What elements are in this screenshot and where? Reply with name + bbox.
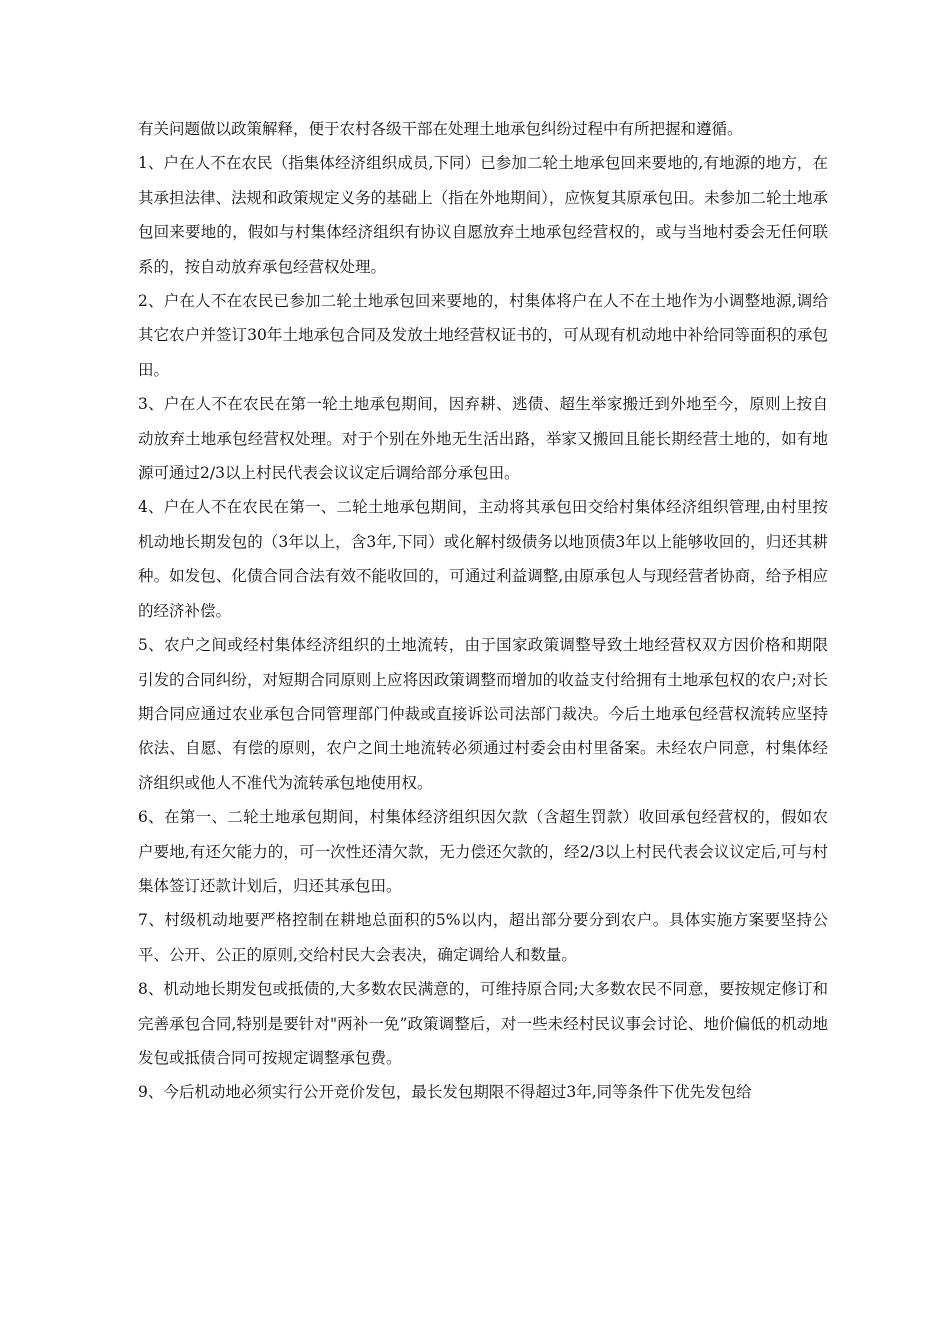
paragraph-item-6: 6、在第一、二轮土地承包期间，村集体经济组织因欠款（含超生罚款）收回承包经营权的，假如农户要地,有还欠能力的，可一次性还清欠款，无力偿还欠款的，经2/3以上村民代表会议议定后,可与村集体签订还款计划后，归还其承包田。 [138, 808, 828, 895]
paragraph-item-8: 8、机动地长期发包或抵债的,大多数农民满意的，可维持原合同;大多数农民不同意，要按规定修订和完善承包合同,特别是要针对"两补一免”政策调整后，对一些未经村民议事会讨论、地价偏低的机动地发包或抵债合同可按规定调整承包费。 [138, 980, 828, 1067]
paragraph-item-5: 5、农户之间或经村集体经济组织的土地流转，由于国家政策调整导致土地经营权双方因价格和期限引发的合同纠纷，对短期合同原则上应将因政策调整而增加的收益支付给拥有土地承包权的农户;对长期合同应通过农业承包合同管理部门仲裁或直接诉讼司法部门裁决。今后土地承包经营权流转应坚持依法、自愿、有偿的原则，农户之间土地流转必须通过村委会由村里备案。未经农户同意，村集体经济组织或他人不准代为流转承包地使用权。 [138, 636, 828, 792]
paragraph-item-2: 2、户在人不在农民已参加二轮土地承包回来要地的，村集体将户在人不在土地作为小调整地源,调给其它农户并签订30年土地承包合同及发放土地经营权证书的，可从现有机动地中补给同等面积的承包田。 [138, 292, 828, 379]
paragraph-item-9: 9、今后机动地必须实行公开竞价发包，最长发包期限不得超过3年,同等条件下优先发包给 [138, 1083, 752, 1102]
paragraph-item-1: 1、户在人不在农民（指集体经济组织成员,下同）已参加二轮土地承包回来要地的,有地源的地方，在其承担法律、法规和政策规定义务的基础上（指在外地期间），应恢复其原承包田。未参加二轮土地承包回来要地的，假如与村集体经济组织有协议自愿放弃土地承包经营权的，或与当地村委会无任何联系的，按自动放弃承包经营权处理。 [138, 154, 828, 276]
document-body [138, 112, 828, 1110]
paragraph-item-3: 3、户在人不在农民在第一轮土地承包期间，因弃耕、逃债、超生举家搬迁到外地至今，原则上按自动放弃土地承包经营权处理。对于个别在外地无生活出路，举家又搬回且能长期经营土地的，如有地源可通过2/3以上村民代表会议议定后调给部分承包田。 [138, 395, 828, 483]
paragraph-item-7: 7、村级机动地要严格控制在耕地总面积的5%以内，超出部分要分到农户。具体实施方案要坚持公平、公开、公正的原则,交给村民大会表决，确定调给人和数量。 [138, 911, 828, 964]
paragraph-item-4: 4、户在人不在农民在第一、二轮土地承包期间，主动将其承包田交给村集体经济组织管理,由村里按机动地长期发包的（3年以上，含3年,下同）或化解村级债务以地顶债3年以上能够收回的，归还其耕种。如发包、化债合同合法有效不能收回的，可通过利益调整,由原承包人与现经营者协商，给予相应的经济补偿。 [138, 498, 828, 620]
paragraph-intro-continuation: 有关问题做以政策解释，便于农村各级干部在处理土地承包纠纷过程中有所把握和遵循。 [138, 120, 743, 138]
